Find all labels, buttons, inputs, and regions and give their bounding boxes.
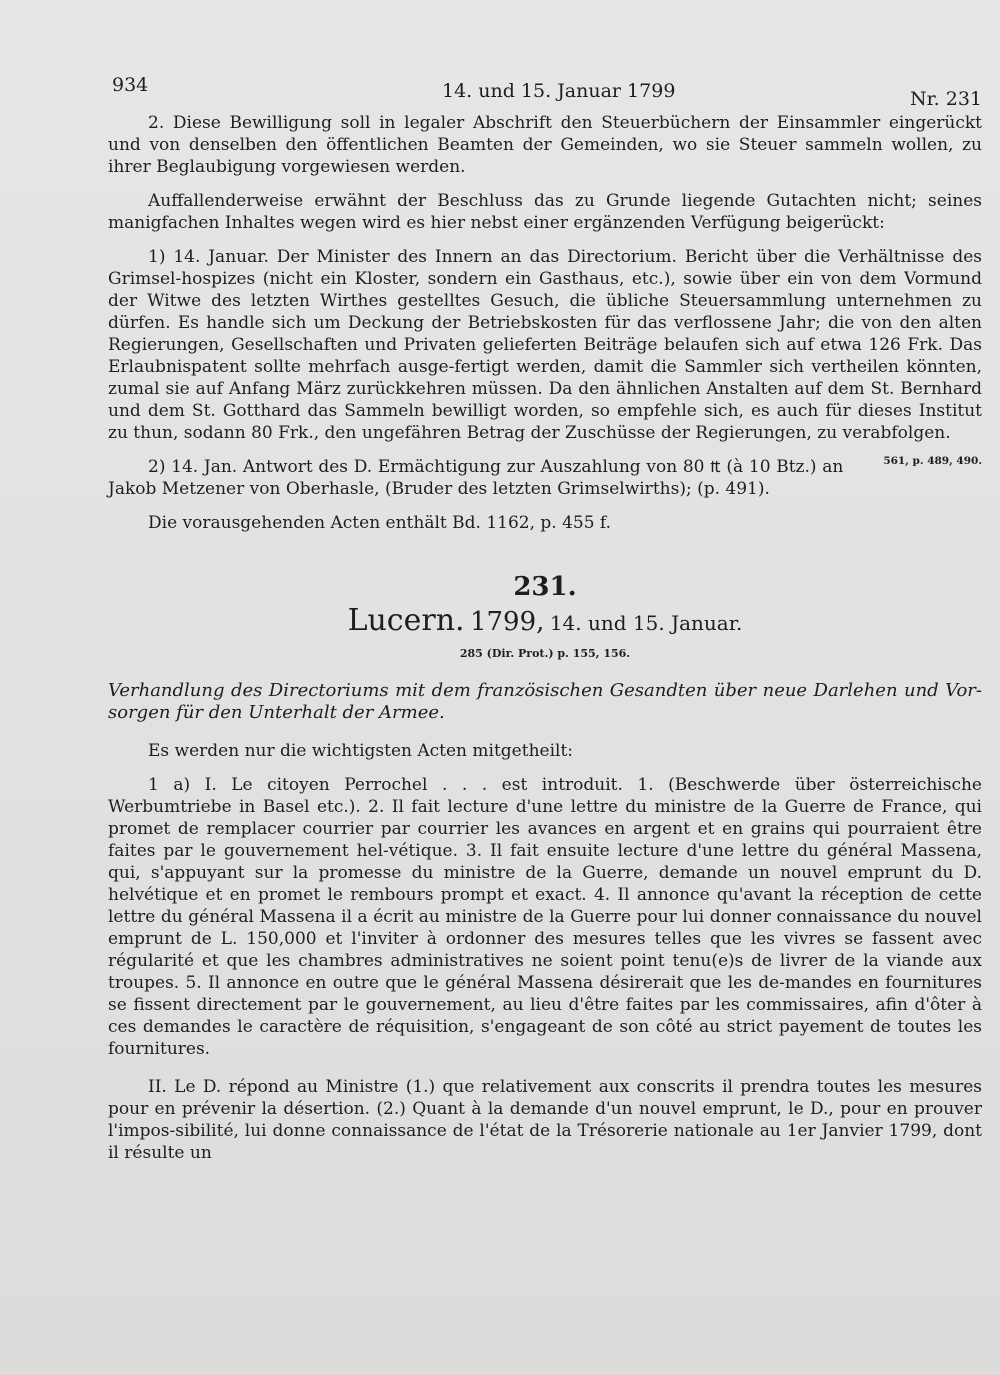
- paragraph: II. Le D. répond au Ministre (1.) que relativement aux conscrits il prendra toutes les mesures pour en prévenir la désertion. (2.) Quant à la demande d'un nouvel emprunt, le D., pour en prouver l'impos-sibilité, lui donne connaissance de l'état de la Trésorerie nationale au 1er Janvier 1799, dont il résulte un: [108, 1077, 982, 1163]
- document-days: 14. und 15. Januar.: [549, 611, 743, 635]
- document-source: 285 (Dir. Prot.) p. 155, 156.: [459, 647, 631, 660]
- document-year: 1799,: [469, 607, 545, 637]
- paragraph: 2) 14. Jan. Antwort des D. Ermächtigung zur Auszahlung von 80 ₶ (à 10 Btz.) an Jakob Metzener von Oberhasle, (Bruder des letzten Grimselwirths); (p. 491).: [108, 457, 844, 499]
- document-number-header: Nr. 231: [910, 88, 982, 110]
- paragraph: 2. Diese Bewilligung soll in legaler Abschrift den Steuerbüchern der Einsammler eingerückt und von denselben den öffentlichen Beamten der Gemeinden, wo sie Steuer sammeln wollen, zu ihrer Beglaubigung vorgewiesen werden.: [108, 113, 982, 177]
- document-place: Lucern.: [347, 603, 465, 638]
- document-number: 231.: [513, 572, 577, 602]
- paragraph-text: 1) 14. Januar. Der Minister des Innern an das Directorium. Bericht über die Verhältnisse des Grimsel-hospizes (nicht ein Kloster, sondern ein Gasthaus, etc.), sowie über ein von dem Vormund der Witwe des letzten Wirthes gestelltes Gesuch, die übliche Steuersammlung unternehmen zu dürfen. Es handle sich um Deckung der Betriebskosten für das verflossene Jahr; die von den alten Regierungen, Gesellschaften und Privaten gelieferten Beiträge belaufen sich auf etwa 126 Frk. Das Erlaubnispatent sollte mehrfach ausge-fertigt werden, damit die Sammler sich vertheilen könnten, zumal sie auf Anfang März zurückkehren müssen. Da den ähnlichen Anstalten auf dem St. Bernhard und dem St. Gotthard das Sammeln bewilligt worden, so empfehle sich, es auch für dieses Institut zu thun, sodann 80 Frk., den ungefähren Betrag der Zuschüsse der Regierungen, zu verabfolgen.: [108, 247, 982, 443]
- document-summary: Verhandlung des Directoriums mit dem französischen Gesandten über neue Darlehen und Vor-sorgen für den Unterhalt der Armee.: [108, 680, 982, 723]
- running-date: 14. und 15. Januar 1799: [442, 80, 676, 102]
- body-text: [108, 112, 982, 1164]
- intro-line: Es werden nur die wichtigsten Acten mitgetheilt:: [148, 741, 574, 761]
- paragraph: Die vorausgehenden Acten enthält Bd. 1162, p. 455 f.: [148, 513, 612, 533]
- document-heading: [108, 572, 982, 662]
- source-citation: 561, p. 489, 490.: [883, 455, 982, 467]
- page-header: [112, 74, 982, 110]
- paragraph: [108, 246, 982, 467]
- paragraph: 1 a) I. Le citoyen Perrochel . . . est introduit. 1. (Beschwerde über österreichische Werbumtriebe in Basel etc.). 2. Il fait lecture d'une lettre du ministre de la Guerre de France, qui promet de remplacer courrier par courrier les avances en argent et en grains qui pourraient être faites par le gouvernement hel-vétique. 3. Il fait ensuite lecture d'une lettre du général Massena, qui, s'appuyant sur la promesse du ministre de la Guerre, demande un nouvel emprunt du D. helvétique et en promet le rembours prompt et exact. 4. Il annonce qu'avant la réception de cette lettre du général Massena il a écrit au ministre de la Guerre pour lui donner connaissance du nouvel emprunt de L. 150,000 et l'inviter à ordonner des mesures telles que les vivres se fassent avec régularité et que les chambres administratives ne soient point tenu(e)s de livrer de la viande aux troupes. 5. Il annonce en outre que le général Massena désirerait que les de-mandes en fournitures se fissent directement par le gouvernement, au lieu d'être faites par les commissaires, afin d'ôter à ces demandes le caractère de réquisition, s'engageant de son côté au strict payement de toutes les fournitures.: [108, 775, 982, 1059]
- document-title: [108, 604, 982, 642]
- paragraph: Auffallenderweise erwähnt der Beschluss das zu Grunde liegende Gutachten nicht; seines manigfachen Inhaltes wegen wird es hier nebst einer ergänzenden Verfügung beigerückt:: [108, 191, 982, 233]
- page-number: 934: [112, 74, 149, 96]
